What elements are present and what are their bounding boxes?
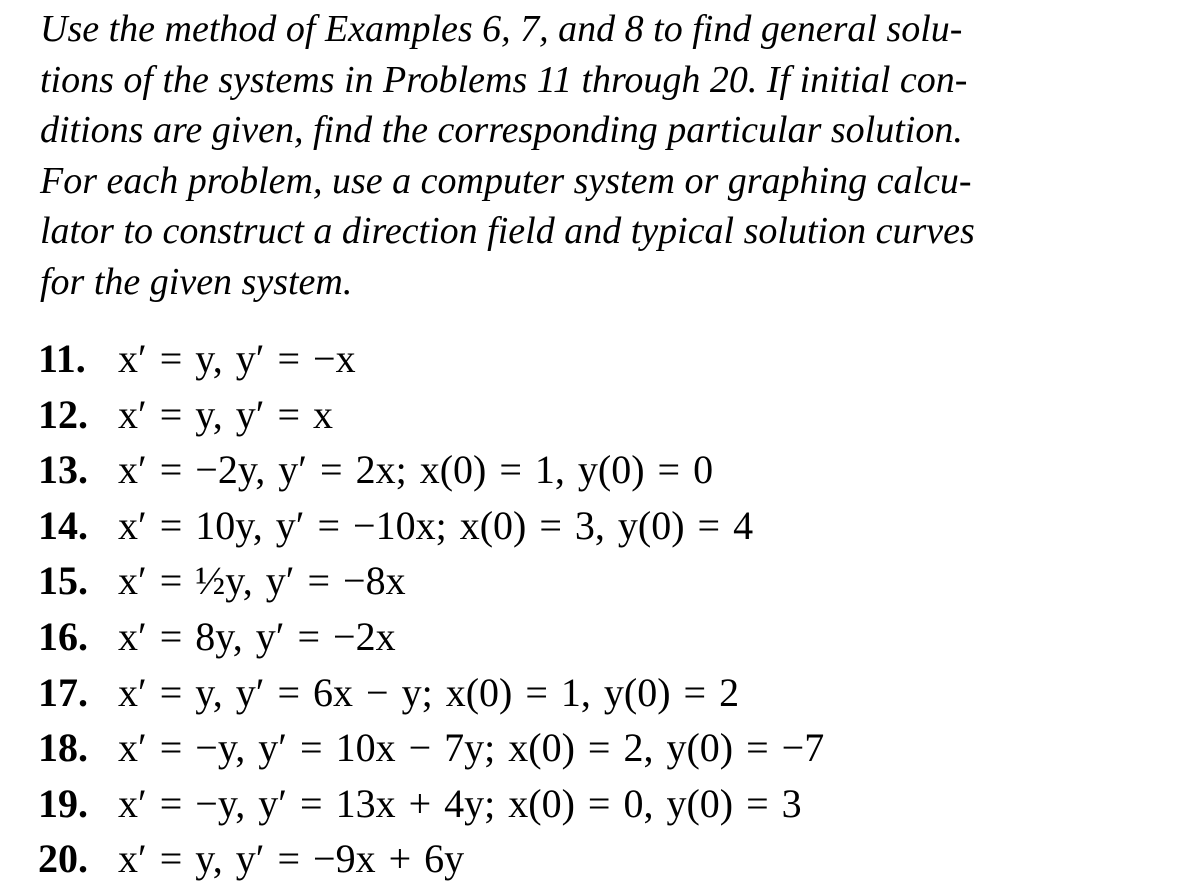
problem-number: 19. — [38, 780, 88, 826]
problem-item — [38, 831, 1158, 887]
problem-number: 15. — [38, 558, 88, 604]
problem-item — [38, 387, 1158, 443]
problem-item — [38, 498, 1158, 554]
problem-number: 18. — [38, 725, 88, 771]
problem-number: 14. — [38, 502, 88, 548]
problem-item — [38, 665, 1158, 721]
instructions-line: For each problem, use a computer system or graphing calcu- — [40, 159, 972, 202]
problem-number: 16. — [38, 613, 88, 659]
problem-item — [38, 720, 1158, 776]
problem-equation: x′ = y, y′ = 6x − y; x(0) = 1, y(0) = 2 — [118, 669, 740, 715]
problem-equation: x′ = ½y, y′ = −8x — [118, 558, 406, 604]
problem-item — [38, 776, 1158, 832]
instructions-paragraph — [40, 4, 1140, 307]
problem-equation: x′ = 10y, y′ = −10x; x(0) = 3, y(0) = 4 — [118, 502, 754, 548]
problem-item — [38, 609, 1158, 665]
instructions-line: ditions are given, find the corresponding particular solution. — [40, 109, 963, 151]
problem-number: 20. — [38, 836, 88, 882]
instructions-line: tions of the systems in Problems 11 through 20. If initial con- — [40, 58, 968, 101]
problem-number: 12. — [38, 391, 88, 437]
problem-list — [38, 331, 1158, 887]
problem-item — [38, 331, 1158, 387]
instructions-line: for the given system. — [40, 260, 353, 303]
problem-equation: x′ = y, y′ = x — [118, 391, 334, 437]
problem-equation: x′ = 8y, y′ = −2x — [118, 613, 396, 659]
problem-number: 17. — [38, 669, 88, 715]
instructions-line: lator to construct a direction field and typical solution curves — [40, 210, 975, 252]
instructions-line: Use the method of Examples 6, 7, and 8 to find general solu- — [40, 8, 963, 50]
problem-equation: x′ = y, y′ = −9x + 6y — [118, 836, 465, 882]
problem-equation: x′ = −2y, y′ = 2x; x(0) = 1, y(0) = 0 — [118, 447, 714, 493]
problem-equation: x′ = y, y′ = −x — [118, 336, 356, 381]
problem-equation: x′ = −y, y′ = 10x − 7y; x(0) = 2, y(0) = −7 — [118, 725, 825, 771]
problem-item — [38, 442, 1158, 498]
problem-item — [38, 553, 1158, 609]
problem-equation: x′ = −y, y′ = 13x + 4y; x(0) = 0, y(0) = 3 — [118, 780, 802, 826]
problem-number: 13. — [38, 447, 88, 493]
problem-number: 11. — [38, 336, 86, 381]
